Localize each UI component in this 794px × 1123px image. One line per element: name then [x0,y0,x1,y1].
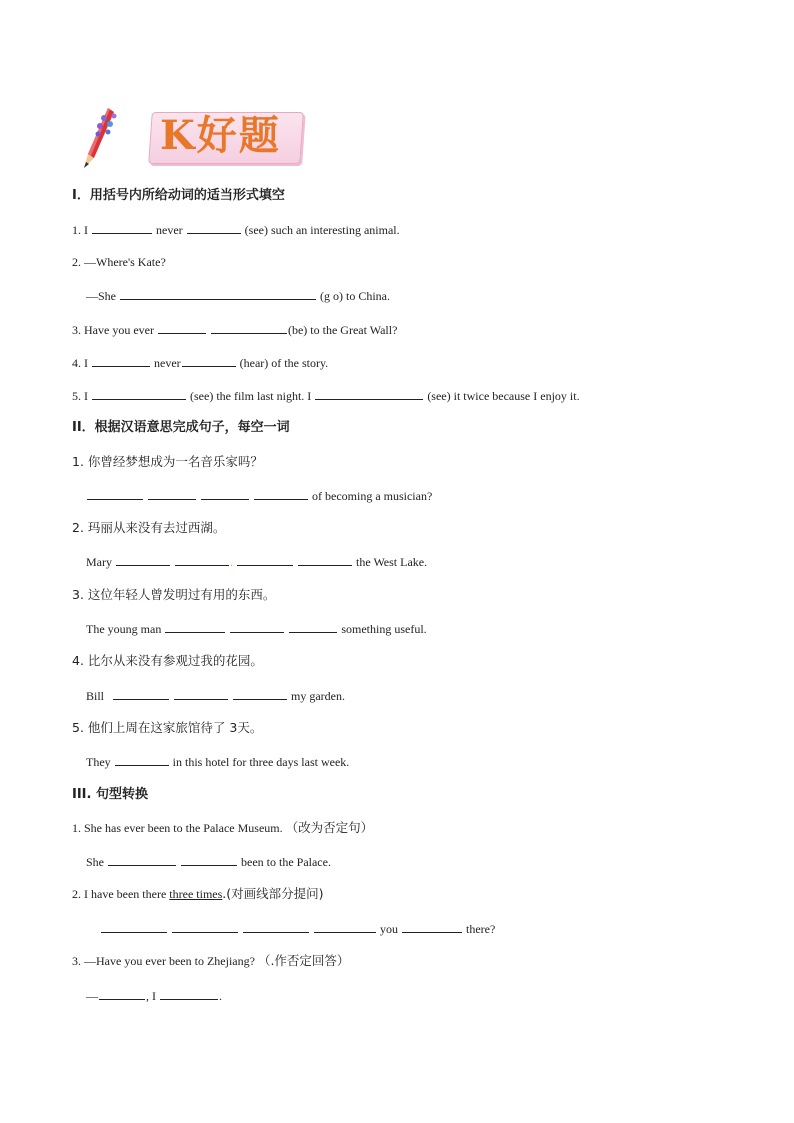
answer-blank[interactable] [101,920,167,933]
q-text: 1. She has ever been to the Palace Museum. [72,821,283,835]
q-text: been to the Palace. [241,855,331,869]
answer-blank[interactable] [165,620,225,633]
answer-blank[interactable] [201,487,249,500]
q-text: (see) such an interesting animal. [244,223,400,237]
q-text: , I [146,989,156,1003]
q-text: (see) it twice because I enjoy it. [427,389,580,403]
q-text: (see) the film last night. I [190,389,312,403]
s3-question-3-answer [86,987,222,1004]
q-text: (g o) to China. [320,289,390,303]
s1-question-5 [72,387,580,404]
q-text: . [219,989,222,1003]
answer-blank[interactable] [187,221,241,234]
answer-blank[interactable] [233,687,287,700]
q-text: (hear) of the story. [239,356,329,370]
pencil-icon [82,104,122,170]
s1-question-1 [72,221,400,238]
q-text: 2. I have been there [72,887,167,901]
answer-blank[interactable] [158,321,206,334]
s3-question-3 [72,953,349,969]
q-text: you [380,922,398,936]
q-text: She [86,855,104,869]
q-text: 1. I [72,223,88,237]
section-1-heading: I．用括号内所给动词的适当形式填空 [72,188,285,203]
q-text: in this hotel for three days last week. [172,755,350,769]
s1-question-3 [72,321,397,338]
answer-blank[interactable] [243,920,309,933]
s3-question-1 [72,820,373,836]
answer-blank[interactable] [148,487,196,500]
s2-question-4-answer [86,687,345,704]
answer-blank[interactable] [175,553,229,566]
q-text: my garden. [291,689,345,703]
answer-blank[interactable] [115,753,169,766]
q-text: 3. Have you ever [72,323,154,337]
q-text: (be) to the Great Wall? [287,323,398,337]
q-text: 3. —Have you ever been to Zhejiang? [72,954,255,968]
answer-blank[interactable] [99,987,145,1000]
answer-blank[interactable] [314,920,376,933]
answer-blank[interactable] [116,553,170,566]
q-text: They [86,755,111,769]
q-text: Mary [86,555,112,569]
answer-blank[interactable] [237,553,293,566]
answer-blank[interactable] [108,853,176,866]
answer-blank[interactable] [289,620,337,633]
q-text: —She [86,289,116,303]
s3-question-2-answer [100,920,495,937]
answer-blank[interactable] [92,387,186,400]
answer-blank[interactable] [174,687,228,700]
q-text: the West Lake. [356,555,428,569]
q-instruction: （改为否定句） [285,820,374,835]
q-text: 5. I [72,389,88,403]
s2-question-2-answer [86,553,427,570]
answer-blank[interactable] [172,920,238,933]
q-text: The young man [86,622,162,636]
q-text: Bill [86,689,105,703]
s2-question-3-answer [86,620,427,637]
logo [82,104,312,170]
q-text: never [156,223,183,237]
s2-question-4-prompt: 4. 比尔从来没有参观过我的花园。 [72,653,263,668]
q-text: 4. I [72,356,88,370]
q-text: never [154,356,181,370]
s2-question-1-answer [86,487,432,504]
s1-question-4 [72,354,328,371]
underlined-phrase: three times [169,887,223,901]
answer-blank[interactable] [92,354,150,367]
s3-question-1-answer [86,853,331,870]
answer-blank[interactable] [230,620,284,633]
mark-dot: . [230,555,233,569]
s2-question-3-prompt: 3. 这位年轻人曾发明过有用的东西。 [72,587,276,602]
section-3-heading: III. 句型转换 [72,787,148,802]
q-text: of becoming a musician? [312,489,433,503]
q-text: — [86,989,98,1003]
s2-question-5-answer [86,753,349,770]
q-instruction: .(对画线部分提问) [222,886,324,901]
s2-question-5-prompt: 5. 他们上周在这家旅馆待了 3天。 [72,720,263,735]
answer-blank[interactable] [402,920,462,933]
section-2-heading: II．根据汉语意思完成句子，每空一词 [72,420,290,435]
answer-blank[interactable] [87,487,143,500]
answer-blank[interactable] [120,287,316,300]
logo-text: K好题 [160,112,281,159]
s3-question-2 [72,886,324,902]
answer-blank[interactable] [182,354,236,367]
s1-question-2-answer [86,287,390,304]
answer-blank[interactable] [254,487,308,500]
answer-blank[interactable] [211,321,287,334]
answer-blank[interactable] [113,687,169,700]
q-text: something useful. [341,622,427,636]
s1-question-2: 2. —Where's Kate? [72,255,166,269]
answer-blank[interactable] [92,221,152,234]
answer-blank[interactable] [298,553,352,566]
answer-blank[interactable] [181,853,237,866]
answer-blank[interactable] [315,387,423,400]
s2-question-1-prompt: 1. 你曾经梦想成为一名音乐家吗？ [72,454,263,469]
answer-blank[interactable] [160,987,218,1000]
q-text: there? [466,922,496,936]
s2-question-2-prompt: 2. 玛丽从来没有去过西湖。 [72,520,226,535]
q-instruction: （.作否定回答） [257,953,350,968]
